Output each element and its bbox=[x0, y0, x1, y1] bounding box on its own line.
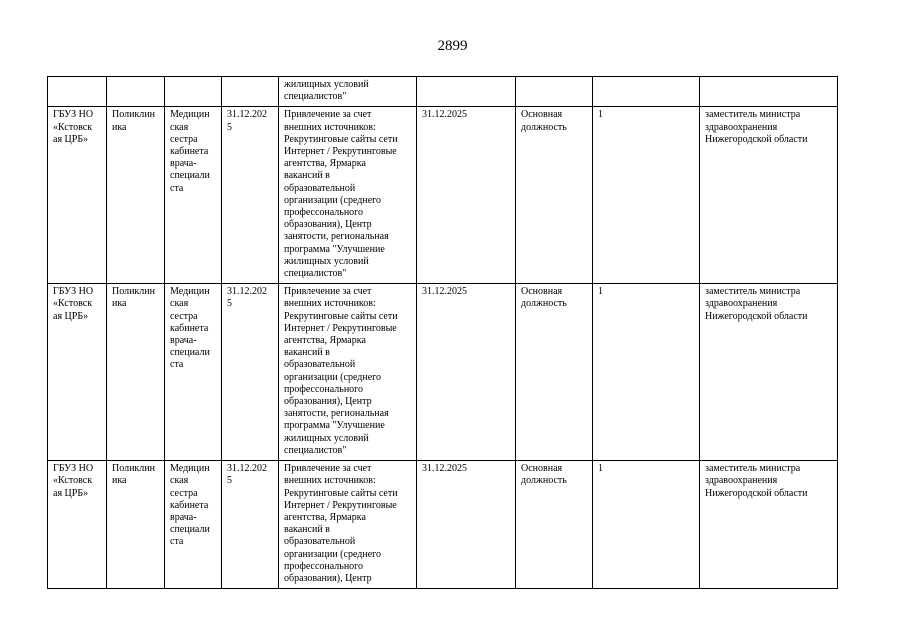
table-cell bbox=[700, 77, 838, 107]
measures-cell: Привлечение за счет внешних источников: Рекрутинговые сайты сети Интернет / Рекрутинговые агентства, Ярмарка вакансий в образовательной организации (среднего профессонального образования), Центр занятости, региональная программа "Улучшение жилищных условий специалистов" bbox=[279, 284, 417, 461]
staffing-table bbox=[47, 76, 838, 589]
employment-type-cell: Основная должность bbox=[516, 284, 593, 461]
table-cell bbox=[48, 77, 107, 107]
responsible-cell: заместитель министра здравоохранения Нижегородской области bbox=[700, 107, 838, 284]
table-row bbox=[48, 461, 838, 589]
table-cell bbox=[165, 77, 222, 107]
department-cell: Поликлин ика bbox=[107, 284, 165, 461]
employment-type-cell: Основная должность bbox=[516, 107, 593, 284]
page-number: 2899 bbox=[437, 38, 468, 54]
responsible-cell: заместитель министра здравоохранения Нижегородской области bbox=[700, 284, 838, 461]
department-cell: Поликлин ика bbox=[107, 107, 165, 284]
position-cell: Медицин ская сестра кабинета врача- специали ста bbox=[165, 461, 222, 589]
quantity-cell: 1 bbox=[593, 107, 700, 284]
measures-cell: Привлечение за счет внешних источников: Рекрутинговые сайты сети Интернет / Рекрутинговые агентства, Ярмарка вакансий в образовательной организации (среднего профессонального образования), Центр занятости, региональная программа "Улучшение жилищных условий специалистов" bbox=[279, 107, 417, 284]
table-cell bbox=[107, 77, 165, 107]
deadline-cell: 31.12.2025 bbox=[417, 284, 516, 461]
date-cell: 31.12.202 5 bbox=[222, 107, 279, 284]
responsible-cell: заместитель министра здравоохранения Нижегородской области bbox=[700, 461, 838, 589]
organization-cell: ГБУЗ НО «Кстовск ая ЦРБ» bbox=[48, 107, 107, 284]
quantity-cell: 1 bbox=[593, 461, 700, 589]
measures-cell: Привлечение за счет внешних источников: Рекрутинговые сайты сети Интернет / Рекрутинговые агентства, Ярмарка вакансий в образовательной организации (среднего профессонального образования), Центр bbox=[279, 461, 417, 589]
table-row bbox=[48, 107, 838, 284]
table-cell: жилищных условий специалистов" bbox=[279, 77, 417, 107]
table-cell bbox=[417, 77, 516, 107]
employment-type-cell: Основная должность bbox=[516, 461, 593, 589]
table-cell bbox=[516, 77, 593, 107]
table-cell bbox=[222, 77, 279, 107]
date-cell: 31.12.202 5 bbox=[222, 284, 279, 461]
deadline-cell: 31.12.2025 bbox=[417, 107, 516, 284]
table-row bbox=[48, 77, 838, 107]
table-row bbox=[48, 284, 838, 461]
table-cell bbox=[593, 77, 700, 107]
organization-cell: ГБУЗ НО «Кстовск ая ЦРБ» bbox=[48, 461, 107, 589]
organization-cell: ГБУЗ НО «Кстовск ая ЦРБ» bbox=[48, 284, 107, 461]
deadline-cell: 31.12.2025 bbox=[417, 461, 516, 589]
position-cell: Медицин ская сестра кабинета врача- специали ста bbox=[165, 284, 222, 461]
position-cell: Медицин ская сестра кабинета врача- специали ста bbox=[165, 107, 222, 284]
department-cell: Поликлин ика bbox=[107, 461, 165, 589]
date-cell: 31.12.202 5 bbox=[222, 461, 279, 589]
quantity-cell: 1 bbox=[593, 284, 700, 461]
